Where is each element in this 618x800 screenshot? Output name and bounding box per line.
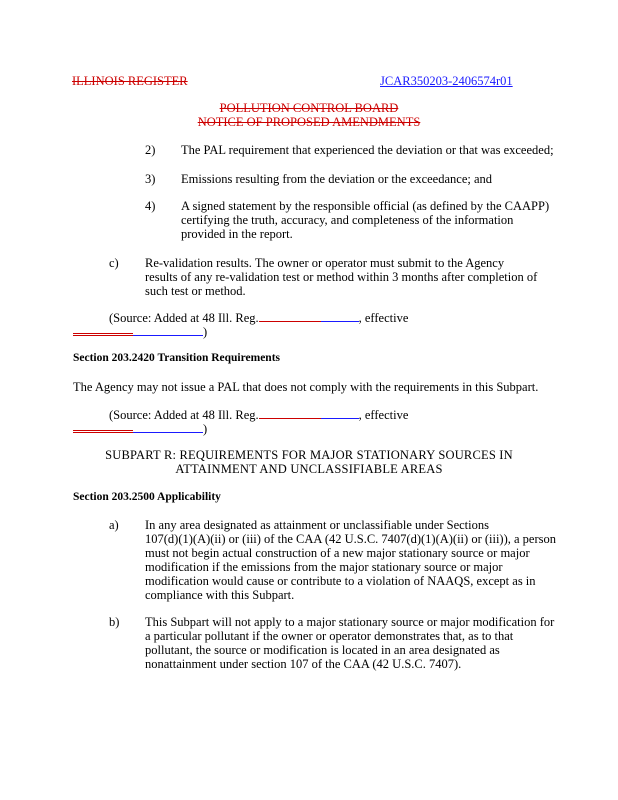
notice-title: NOTICE OF PROPOSED AMENDMENTS: [197, 115, 421, 129]
item-a-number: a): [109, 518, 119, 532]
section-2420-body: The Agency may not issue a PAL that does not comply with the requirements in this Subpart.: [73, 380, 539, 394]
date-blank-blue: [321, 311, 359, 322]
item-c-number: c): [109, 256, 119, 270]
list-item-line: provided in the report.: [181, 227, 293, 241]
item-c-line: such test or method.: [145, 284, 246, 298]
section-2420-title: Section 203.2420 Transition Requirements: [73, 352, 281, 364]
list-item-text: Emissions resulting from the deviation or the exceedance; and: [181, 172, 493, 186]
list-item-number: 4): [145, 199, 156, 213]
effective-date-line: [73, 422, 207, 437]
item-a-line: compliance with this Subpart.: [145, 588, 295, 602]
item-b-line: a particular pollutant if the owner or operator demonstrates that, as to that: [145, 629, 514, 643]
source-suffix: , effective: [358, 408, 409, 422]
effective-blank-red: [73, 422, 133, 433]
date-blank-red: [259, 408, 321, 419]
item-b-line: This Subpart will not apply to a major stationary source or major modification for: [145, 615, 555, 629]
section-2500-title: Section 203.2500 Applicability: [73, 491, 221, 503]
item-b-line: nonattainment under section 107 of the CAA (42 U.S.C. 7407).: [145, 657, 462, 671]
list-item-number: 2): [145, 143, 156, 157]
effective-blank-red: [73, 325, 133, 336]
list-item-line: A signed statement by the responsible official (as defined by the CAAPP): [181, 199, 550, 213]
item-a-line: modification would cause or contribute to a violation of NAAQS, except as in: [145, 574, 536, 588]
list-item-number: 3): [145, 172, 156, 186]
date-blank-red: [259, 311, 321, 322]
item-a-line: modification if the emissions from the major stationary source or major: [145, 560, 503, 574]
item-c-line: results of any re-validation test or method within 3 months after completion of: [145, 270, 538, 284]
source-note: [109, 311, 408, 326]
source-prefix: (Source: Added at 48 Ill. Reg.: [109, 408, 259, 422]
list-item-text: The PAL requirement that experienced the deviation or that was exceeded;: [181, 143, 554, 157]
item-c-line: Re-validation results. The owner or operator must submit to the Agency: [145, 256, 505, 270]
subpart-heading-line1: SUBPART R: REQUIREMENTS FOR MAJOR STATIONARY SOURCES IN: [105, 448, 513, 462]
item-a-line: must not begin actual construction of a new major stationary source or major: [145, 546, 530, 560]
effective-blank-blue: [133, 422, 203, 433]
list-item-line: certifying the truth, accuracy, and completeness of the information: [181, 213, 514, 227]
register-title: ILLINOIS REGISTER: [72, 74, 188, 88]
item-a-line: 107(d)(1)(A)(ii) or (iii) of the CAA (42 U.S.C. 7407(d)(1)(A)(ii) or (iii)), a person: [145, 532, 557, 546]
source-close: ): [203, 422, 208, 436]
source-suffix: , effective: [358, 311, 409, 325]
jcar-code: JCAR350203-2406574r01: [380, 74, 513, 88]
effective-date-line: [73, 325, 207, 340]
source-note: [109, 408, 408, 423]
source-close: ): [203, 325, 208, 339]
item-b-number: b): [109, 615, 120, 629]
item-a-line: In any area designated as attainment or unclassifiable under Sections: [145, 518, 489, 532]
subpart-heading-line2: ATTAINMENT AND UNCLASSIFIABLE AREAS: [175, 462, 443, 476]
item-b-line: pollutant, the source or modification is located in an area designated as: [145, 643, 500, 657]
effective-blank-blue: [133, 325, 203, 336]
date-blank-blue: [321, 408, 359, 419]
board-title: POLLUTION CONTROL BOARD: [219, 101, 399, 115]
source-prefix: (Source: Added at 48 Ill. Reg.: [109, 311, 259, 325]
